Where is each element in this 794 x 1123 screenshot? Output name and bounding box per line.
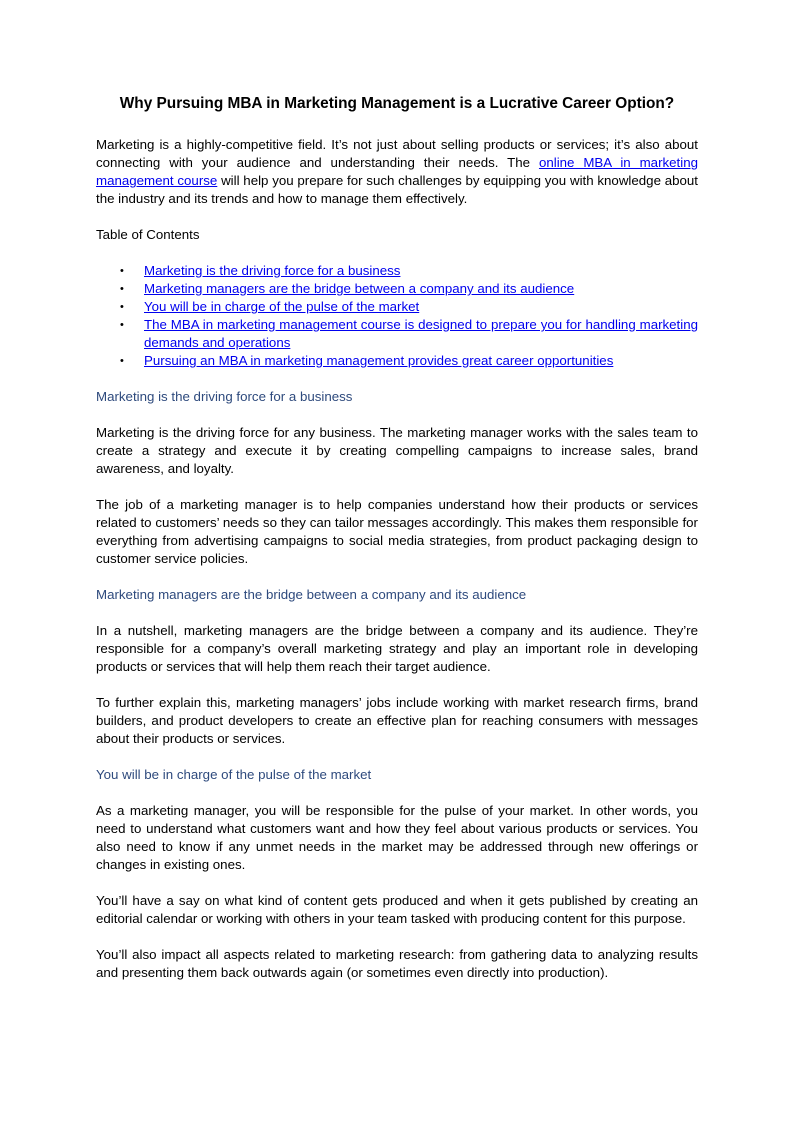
section-paragraph: You’ll have a say on what kind of content gets produced and when it gets published by creating an editorial calendar or working with others in your team tasked with producing content for this purpose.	[96, 893, 698, 926]
document-page	[96, 94, 698, 1000]
online-mba-course-link[interactable]: online MBA in marketing management course	[96, 155, 698, 188]
section-heading-driving-force: Marketing is the driving force for a business	[96, 389, 353, 404]
section-heading-bridge: Marketing managers are the bridge between a company and its audience	[96, 587, 527, 602]
section-paragraph: Marketing is the driving force for any business. The marketing manager works with the sales team to create a strategy and execute it by creating compelling campaigns to increase sales, brand awareness, and loyalty.	[96, 425, 698, 476]
toc-item	[120, 298, 698, 316]
section-heading-pulse: You will be in charge of the pulse of the market	[96, 767, 372, 782]
section-paragraph: In a nutshell, marketing managers are the bridge between a company and its audience. They’re responsible for a company’s overall marketing strategy and play an important role in developing products or services that will help them reach their target audience.	[96, 623, 698, 674]
bullet-icon: •	[120, 319, 124, 331]
bullet-icon: •	[120, 301, 124, 313]
toc-link-driving-force[interactable]: Marketing is the driving force for a business	[144, 263, 401, 278]
section-paragraph: As a marketing manager, you will be responsible for the pulse of your market. In other words, you need to understand what customers want and how they feel about various products or services. You also need to know if any unmet needs in the market may be addressed through new offerings or changes in existing ones.	[96, 803, 698, 872]
toc-item	[120, 352, 698, 370]
toc-title: Table of Contents	[96, 227, 200, 242]
section-paragraph: To further explain this, marketing managers’ jobs include working with market research firms, brand builders, and product developers to create an effective plan for reaching consumers with messages about their products or services.	[96, 695, 698, 746]
bullet-icon: •	[120, 355, 124, 367]
page-title: Why Pursuing MBA in Marketing Management is a Lucrative Career Option?	[119, 95, 675, 112]
toc-link-career-opportunities[interactable]: Pursuing an MBA in marketing management provides great career opportunities	[144, 353, 614, 368]
intro-text-after: will help you prepare for such challenges by equipping you with knowledge about the industry and its trends and how to manage them effectively.	[96, 173, 699, 206]
toc-link-pulse[interactable]: You will be in charge of the pulse of the market	[144, 299, 420, 314]
toc-link-course-design[interactable]: The MBA in marketing management course is designed to prepare you for handling marketing demands and operations	[144, 317, 698, 350]
bullet-icon: •	[120, 265, 124, 277]
toc-item	[120, 316, 698, 352]
toc-item	[120, 262, 698, 280]
table-of-contents	[96, 262, 698, 370]
intro-text-before: Marketing is a highly-competitive field. It’s not just about selling products or services; it’s also about connecting with your audience and understanding their needs. The	[96, 137, 698, 170]
intro-paragraph	[96, 136, 698, 208]
section-paragraph: You’ll also impact all aspects related to marketing research: from gathering data to analyzing results and presenting them back outwards again (or sometimes even directly into production).	[96, 947, 698, 980]
toc-item	[120, 280, 698, 298]
toc-link-bridge[interactable]: Marketing managers are the bridge between a company and its audience	[144, 281, 575, 296]
section-paragraph: The job of a marketing manager is to help companies understand how their products or services related to customers’ needs so they can tailor messages accordingly. This makes them responsible for everything from advertising campaigns to social media strategies, from product packaging design to customer service policies.	[96, 497, 698, 566]
bullet-icon: •	[120, 283, 124, 295]
